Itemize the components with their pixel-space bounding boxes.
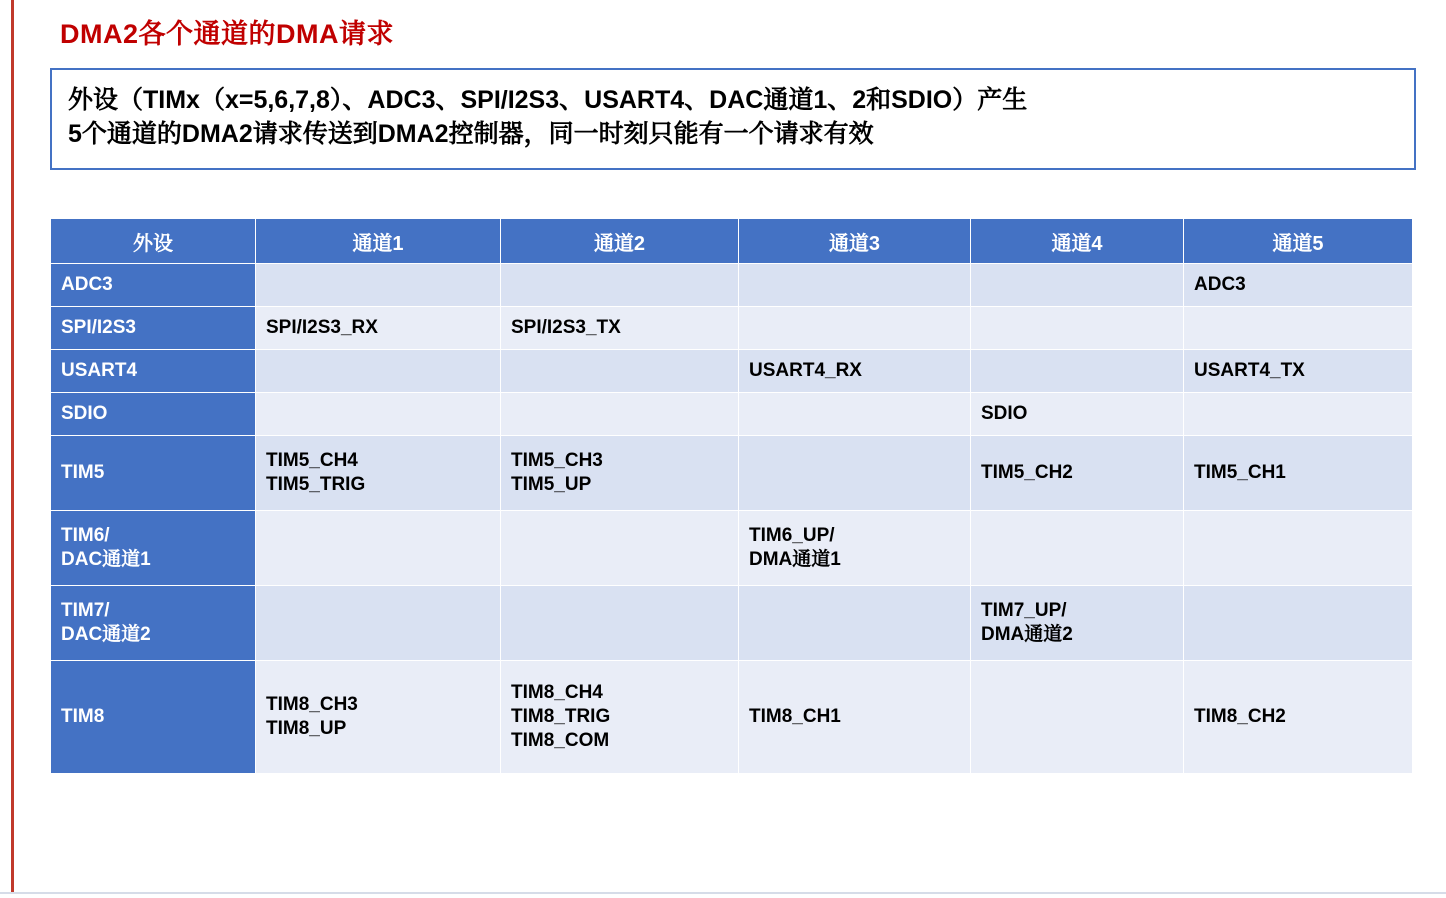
slide-page (50, 0, 1446, 898)
column-header-peripheral: 外设 (51, 219, 256, 264)
cell-tim5-ch1: TIM5_CH4 TIM5_TRIG (256, 436, 501, 511)
table-row (51, 661, 1413, 774)
cell-tim7-ch3 (739, 586, 971, 661)
cell-sdio-ch5 (1184, 393, 1413, 436)
callout-line-2: 5个通道的DMA2请求传送到DMA2控制器，同一时刻只能有一个请求有效 (68, 119, 874, 148)
cell-tim6-ch4 (971, 511, 1184, 586)
table-body (51, 264, 1413, 774)
column-header-channel2: 通道2 (501, 219, 739, 264)
table-row (51, 307, 1413, 350)
cell-tim8-ch4 (971, 661, 1184, 774)
table-row (51, 350, 1413, 393)
cell-usart4-ch1 (256, 350, 501, 393)
cell-tim5-ch4: TIM5_CH2 (971, 436, 1184, 511)
cell-tim6-ch3: TIM6_UP/ DMA通道1 (739, 511, 971, 586)
cell-tim6-ch1 (256, 511, 501, 586)
column-header-channel1: 通道1 (256, 219, 501, 264)
column-header-channel4: 通道4 (971, 219, 1184, 264)
cell-usart4-ch2 (501, 350, 739, 393)
row-header-tim6-dac1: TIM6/ DAC通道1 (51, 511, 256, 586)
slide-bottom-rule (0, 892, 1446, 898)
row-header-tim7-dac2: TIM7/ DAC通道2 (51, 586, 256, 661)
row-header-spi-i2s3: SPI/I2S3 (51, 307, 256, 350)
cell-spi-ch3 (739, 307, 971, 350)
cell-tim7-ch2 (501, 586, 739, 661)
cell-tim5-ch3 (739, 436, 971, 511)
table-row (51, 264, 1413, 307)
row-header-adc3: ADC3 (51, 264, 256, 307)
cell-tim6-ch2 (501, 511, 739, 586)
cell-tim6-ch5 (1184, 511, 1413, 586)
row-header-usart4: USART4 (51, 350, 256, 393)
cell-adc3-ch1 (256, 264, 501, 307)
table-row (51, 511, 1413, 586)
cell-spi-ch2: SPI/I2S3_TX (501, 307, 739, 350)
cell-sdio-ch4: SDIO (971, 393, 1184, 436)
cell-usart4-ch5: USART4_TX (1184, 350, 1413, 393)
cell-adc3-ch2 (501, 264, 739, 307)
cell-adc3-ch3 (739, 264, 971, 307)
cell-tim8-ch2: TIM8_CH4 TIM8_TRIG TIM8_COM (501, 661, 739, 774)
cell-usart4-ch4 (971, 350, 1184, 393)
cell-sdio-ch2 (501, 393, 739, 436)
cell-sdio-ch1 (256, 393, 501, 436)
cell-tim5-ch2: TIM5_CH3 TIM5_UP (501, 436, 739, 511)
callout-line-1: 外设（TIMx（x=5,6,7,8）、ADC3、SPI/I2S3、USART4、DAC通道1、2和SDIO）产生 (68, 86, 1028, 114)
table-row (51, 436, 1413, 511)
cell-usart4-ch3: USART4_RX (739, 350, 971, 393)
slide-accent-bar (0, 0, 14, 898)
row-header-sdio: SDIO (51, 393, 256, 436)
cell-tim7-ch5 (1184, 586, 1413, 661)
cell-tim7-ch1 (256, 586, 501, 661)
dma2-request-table (50, 218, 1413, 774)
table-header-row (51, 219, 1413, 264)
cell-spi-ch4 (971, 307, 1184, 350)
cell-tim5-ch5: TIM5_CH1 (1184, 436, 1413, 511)
cell-adc3-ch5: ADC3 (1184, 264, 1413, 307)
cell-sdio-ch3 (739, 393, 971, 436)
page-title: DMA2各个通道的DMA请求 (60, 19, 394, 49)
callout-box (50, 68, 1416, 170)
table-row (51, 586, 1413, 661)
cell-tim8-ch1: TIM8_CH3 TIM8_UP (256, 661, 501, 774)
row-header-tim8: TIM8 (51, 661, 256, 774)
cell-spi-ch1: SPI/I2S3_RX (256, 307, 501, 350)
cell-tim8-ch5: TIM8_CH2 (1184, 661, 1413, 774)
cell-spi-ch5 (1184, 307, 1413, 350)
row-header-tim5: TIM5 (51, 436, 256, 511)
cell-tim8-ch3: TIM8_CH1 (739, 661, 971, 774)
cell-tim7-ch4: TIM7_UP/ DMA通道2 (971, 586, 1184, 661)
column-header-channel3: 通道3 (739, 219, 971, 264)
column-header-channel5: 通道5 (1184, 219, 1413, 264)
table-row (51, 393, 1413, 436)
cell-adc3-ch4 (971, 264, 1184, 307)
